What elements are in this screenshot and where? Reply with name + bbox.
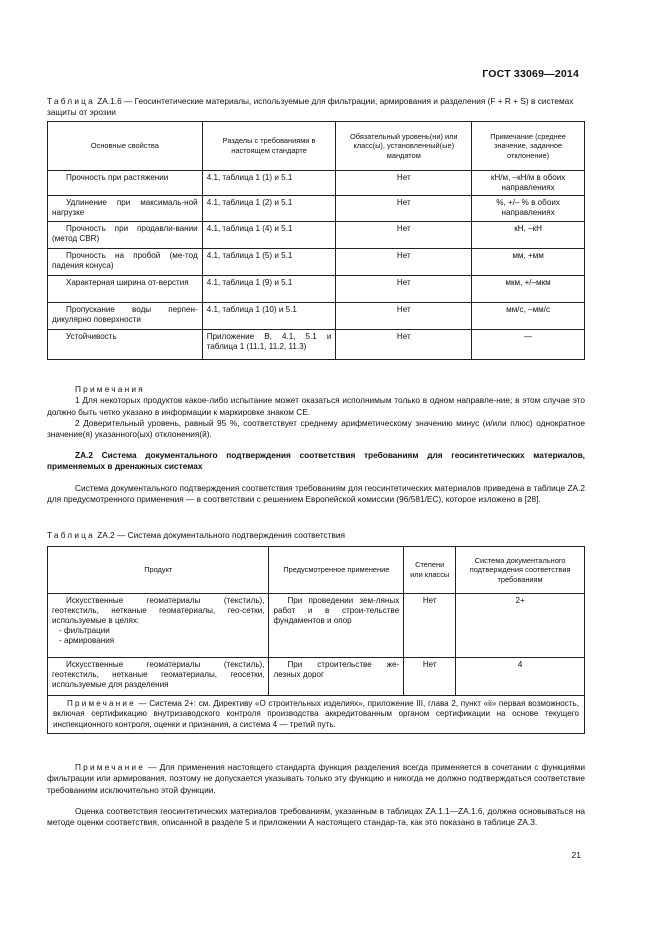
- cell-property: Прочность при продавли-вании (метод CBR): [48, 222, 203, 249]
- caption-word: Таблица: [47, 96, 95, 106]
- cell-note: мкм, +/–мкм: [472, 276, 585, 303]
- note-word: Примечание: [67, 699, 136, 708]
- cell-section: 4.1, таблица 1 (5) и 5.1: [202, 249, 336, 276]
- table-note: [48, 696, 585, 734]
- header-properties: Основные свойства: [48, 122, 203, 171]
- table-row: [48, 594, 585, 658]
- cell-property: Прочность при растяжении: [48, 171, 203, 196]
- note-text: — Для применения настоящего стандарта функция разделения всегда применяется в сочетании с функциями фильтрации или армирования, поэтому не допускается указывать только эту функцию и никогда не должно подтверждаться соответствие требованиям исключительно этой функции.: [47, 762, 585, 795]
- cell-level: Нет: [336, 276, 472, 303]
- table-row: [48, 249, 585, 276]
- notes-block: [47, 384, 585, 440]
- cell-product: Искусственные геоматериалы (текстиль), геотекстиль, нетканые геоматериалы, геосетки, используемые для разделения: [48, 658, 269, 696]
- note-item: 2 Доверительный уровень, равный 95 %, соответствует среднему арифметическому значению минус (и/или плюс) однократное значение(я) указанного(ых) отклонения(й).: [47, 417, 585, 440]
- cell-section: Приложение В, 4.1, 5.1 и таблица 1 (11.1, 11.2, 11.3): [202, 330, 336, 360]
- separation-note: [47, 762, 585, 796]
- cell-property: Удлинение при максималь-ной нагрузке: [48, 196, 203, 222]
- table-row: [48, 222, 585, 249]
- cell-application: При проведении зем-ляных работ и в строи-тельстве фундаментов и опор: [269, 594, 404, 658]
- cell-section: 4.1, таблица 1 (2) и 5.1: [202, 196, 336, 222]
- table-note-row: [48, 696, 585, 734]
- cell-note: мм/с, –мм/с: [472, 303, 585, 330]
- cell-note: кН, –кН: [472, 222, 585, 249]
- standard-number: ГОСТ 33069—2014: [482, 68, 579, 80]
- cell-application: При строительстве же-лезных дорог: [269, 658, 404, 696]
- notes-title: Примечания: [75, 384, 145, 394]
- cell-note: мм, +мм: [472, 249, 585, 276]
- product-text: Искусственные геоматериалы (текстиль), геотекстиль, нетканые геоматериалы, гео-сетки, используемые в целях:: [52, 596, 265, 625]
- cell-classes: Нет: [404, 658, 456, 696]
- table-row: [48, 196, 585, 222]
- closing-paragraph: Оценка соответствия геосинтетических материалов требованиям, указанным в таблицах ZA.1.1—ZA.1.6, должна основываться на методе оценки соответствия, описанной в разделе 5 и приложении А настоящего стандар-та, как это показано в таблице ZA.3.: [47, 806, 585, 828]
- cell-level: Нет: [336, 330, 472, 360]
- table-row: [48, 330, 585, 360]
- header-sections: Разделы с требованиями в настоящем стандарте: [202, 122, 336, 171]
- cell-level: Нет: [336, 303, 472, 330]
- cell-property: Устойчивость: [48, 330, 203, 360]
- cell-product: [48, 594, 269, 658]
- cell-property: Характерная ширина от-верстия: [48, 276, 203, 303]
- note-text: — Система 2+: см. Директиву «О строительных изделиях», приложение III, глава 2, пункт «ii» первая возможность, включая сертификацию внутризаводского контроля производства аккредитованным органом сертификации на основе текущего инспекционного контроля, оценки и признания, а система 4 — третий путь.: [53, 699, 579, 729]
- table-za2: [47, 546, 585, 734]
- table-row: [48, 658, 585, 696]
- cell-classes: Нет: [404, 594, 456, 658]
- header-product: Продукт: [48, 547, 269, 594]
- header-system: Система документального подтверждения соответствия требованиям: [456, 547, 585, 594]
- section-heading: ZA.2 Система документального подтверждения соответствия требованиям для геосинтетических материалов, применяемых в дренажных системах: [47, 450, 585, 472]
- table-za16: [47, 121, 585, 360]
- caption-word: Таблица: [47, 530, 95, 540]
- cell-note: кН/м, –кН/м в обоих направлениях: [472, 171, 585, 196]
- list-item: - фильтрации: [59, 626, 110, 635]
- cell-section: 4.1, таблица 1 (4) и 5.1: [202, 222, 336, 249]
- cell-note: —: [472, 330, 585, 360]
- caption-text: ZA.2 — Система документального подтверждения соответствия: [94, 530, 346, 540]
- purpose-list: [52, 626, 264, 646]
- cell-property: Пропускание воды перпен-дикулярно поверхности: [48, 303, 203, 330]
- cell-property: Прочность на пробой (ме-тод падения конуса): [48, 249, 203, 276]
- cell-system: 4: [456, 658, 585, 696]
- caption-text: ZA.1.6 — Геосинтетические материалы, используемые для фильтрации, армирования и разделения (F + R + S) в системах защиты от эрозии: [47, 96, 574, 117]
- table-header-row: [48, 547, 585, 594]
- cell-level: Нет: [336, 196, 472, 222]
- cell-level: Нет: [336, 171, 472, 196]
- table-row: [48, 276, 585, 303]
- header-application: Предусмотренное применение: [269, 547, 404, 594]
- cell-system: 2+: [456, 594, 585, 658]
- note-item: 1 Для некоторых продуктов какое-либо испытание может оказаться исполнимым только в одном направле-ние; в этом случае это должно быть четко указано в информации к маркировке знаком CE.: [47, 395, 585, 417]
- header-note: Примечание (среднее значение, заданное отклонение): [472, 122, 585, 171]
- cell-level: Нет: [336, 249, 472, 276]
- table-row: [48, 303, 585, 330]
- header-classes: Степени или классы: [404, 547, 456, 594]
- section-body: Система документального подтверждения соответствия требованиям для геосинтетических материалов приведена в таблице ZA.2 для предусмотренного применения — в соответствии с решением Европейской комиссии (96/581/EC), которое изложено в [28].: [47, 483, 585, 505]
- list-item: - армирования: [59, 636, 115, 645]
- page-number: 21: [571, 850, 581, 860]
- cell-section: 4.1, таблица 1 (1) и 5.1: [202, 171, 336, 196]
- cell-level: Нет: [336, 222, 472, 249]
- cell-section: 4.1, таблица 1 (10) и 5.1: [202, 303, 336, 330]
- cell-section: 4.1, таблица 1 (9) и 5.1: [202, 276, 336, 303]
- table-za16-caption: [47, 96, 587, 118]
- table-row: [48, 171, 585, 196]
- table-header-row: [48, 122, 585, 171]
- header-level: Обязательный уровень(ни) или класс(ы), установленный(ые) мандатом: [336, 122, 472, 171]
- table-za2-caption: [47, 530, 587, 541]
- note-word: Примечание: [75, 762, 146, 772]
- cell-note: %, +/– % в обоих направлениях: [472, 196, 585, 222]
